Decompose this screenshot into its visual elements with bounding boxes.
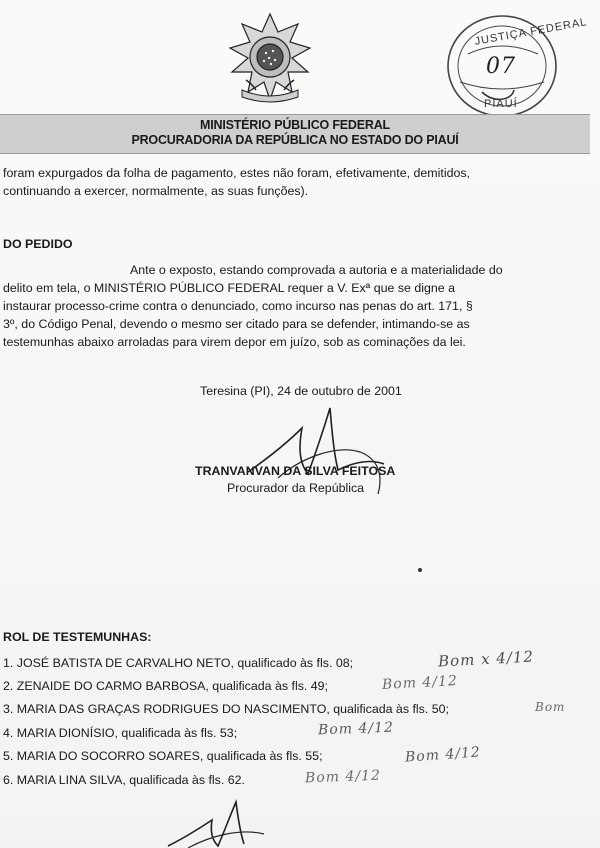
witness-item: 3. MARIA DAS GRAÇAS RODRIGUES DO NASCIMENTO, qualificada às fls. 50; [3, 702, 449, 716]
letterhead-line-2: PROCURADORIA DA REPÚBLICA NO ESTADO DO PIAUÍ [131, 133, 459, 147]
handwritten-annotation: Bom 4/12 [381, 673, 459, 693]
handwritten-annotation: Bom [535, 700, 566, 714]
witness-item: 5. MARIA DO SOCORRO SOARES, qualificada às fls. 55; [3, 749, 323, 763]
court-stamp [438, 8, 589, 124]
stamp-ring-bottom: PIAUÍ [484, 98, 518, 110]
petition-line-3: instaurar processo-crime contra o denunciado, como incurso nas penas do art. 171, § [3, 299, 473, 313]
witness-item: 1. JOSÉ BATISTA DE CARVALHO NETO, qualificado às fls. 08; [3, 656, 354, 670]
stamp-page-number: 07 [486, 54, 516, 79]
witness-item: 2. ZENAIDE DO CARMO BARBOSA, qualificada às fls. 49; [3, 679, 329, 693]
section-title: DO PEDIDO [3, 237, 73, 251]
handwritten-annotation: Bom x 4/12 [437, 647, 535, 671]
handwritten-signature-bottom [160, 798, 310, 848]
petition-line-2: delito em tela, o MINISTÉRIO PÚBLICO FEDERAL requer a V. Exª que se digne a [3, 281, 455, 295]
speck [418, 568, 422, 572]
petition-line-1: Ante o exposto, estando comprovada a autoria e a materialidade do [130, 263, 503, 277]
witness-item: 6. MARIA LINA SILVA, qualificada às fls. 62. [3, 773, 245, 787]
petition-line-4: 3º, do Código Penal, devendo o mesmo ser citado para se defender, intimando-se as [3, 317, 470, 331]
petition-line-5: testemunhas abaixo arroladas para virem depor em juízo, sob as cominações da lei. [3, 335, 466, 349]
coat-of-arms-emblem [222, 10, 318, 106]
signatory-name: TRANVANVAN DA SILVA FEITOSA [195, 464, 396, 478]
letterhead-line-1: MINISTÉRIO PÚBLICO FEDERAL [200, 118, 390, 132]
stamp-ring-top: JUSTIÇA FEDERAL [473, 16, 589, 48]
witness-item: 4. MARIA DIONÍSIO, qualificada às fls. 53; [3, 726, 238, 740]
place-date: Teresina (PI), 24 de outubro de 2001 [200, 384, 402, 398]
handwritten-annotation: Bom 4/12 [304, 767, 382, 787]
handwritten-annotation: Bom 4/12 [404, 744, 482, 766]
intro-line-1: foram expurgados da folha de pagamento, estes não foram, efetivamente, demitidos, [3, 166, 470, 180]
witness-list-title: ROL DE TESTEMUNHAS: [3, 630, 152, 644]
intro-line-2: continuando a exercer, normalmente, as suas funções). [3, 184, 309, 198]
handwritten-annotation: Bom 4/12 [317, 719, 395, 739]
signatory-role: Procurador da República [227, 481, 365, 495]
